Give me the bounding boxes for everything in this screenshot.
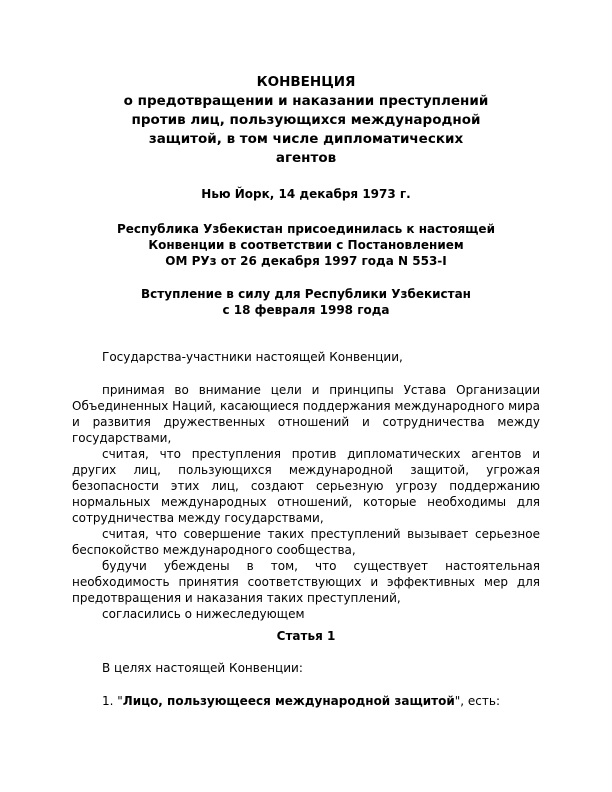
clause-term: Лицо, пользующееся международной защитой <box>122 694 455 708</box>
article-1-intro: В целях настоящей Конвенции: <box>102 661 303 675</box>
preamble-paragraph: принимая во внимание цели и принципы Устава Организации Объединенных Наций, касающиеся поддержания международного мира и развития дружественных отношений и сотрудничества между государствами, <box>72 383 540 445</box>
article-1-clause-1 <box>102 693 500 709</box>
accession-line: Конвенции в соответствии с Постановлением <box>148 238 464 252</box>
title-line: агентов <box>275 150 337 166</box>
title-line: КОНВЕНЦИЯ <box>256 74 356 90</box>
clause-prefix: 1. " <box>102 694 123 708</box>
accession-line: Республика Узбекистан присоединилась к настоящей <box>117 222 495 236</box>
clause-suffix: ", есть: <box>454 694 500 708</box>
preamble-intro: Государства-участники настоящей Конвенции, <box>102 350 403 364</box>
preamble-paragraph: считая, что совершение таких преступлений вызывает серьезное беспокойство международного сообщества, <box>72 527 540 557</box>
entry-into-force-line: Вступление в силу для Республики Узбекистан <box>141 287 471 301</box>
preamble-paragraph: согласились о нижеследующем <box>102 607 305 621</box>
entry-into-force-line: с 18 февраля 1998 года <box>222 303 390 317</box>
document-title <box>72 73 540 168</box>
entry-into-force-note <box>72 286 540 318</box>
title-line: против лиц, пользующихся международной <box>131 112 481 128</box>
accession-line: ОМ РУз от 26 декабря 1997 года N 553-I <box>165 254 447 268</box>
title-line: о предотвращении и наказании преступлений <box>123 93 489 109</box>
preamble-paragraph: будучи убеждены в том, что существует настоятельная необходимость принятия соответствующих и эффективных мер для предотвращения и наказания таких преступлений, <box>72 559 540 605</box>
preamble-body <box>72 382 540 622</box>
dateline: Нью Йорк, 14 декабря 1973 г. <box>201 187 411 201</box>
accession-note <box>72 221 540 269</box>
title-line: защитой, в том числе дипломатических <box>148 131 464 147</box>
article-1-title: Статья 1 <box>276 629 336 643</box>
preamble-paragraph: считая, что преступления против дипломатических агентов и других лиц, пользующихся международной защитой, угрожая безопасности этих лиц, создают серьезную угрозу поддержанию нормальных международных отношений, которые необходимы для сотрудничества между государствами, <box>72 447 540 525</box>
